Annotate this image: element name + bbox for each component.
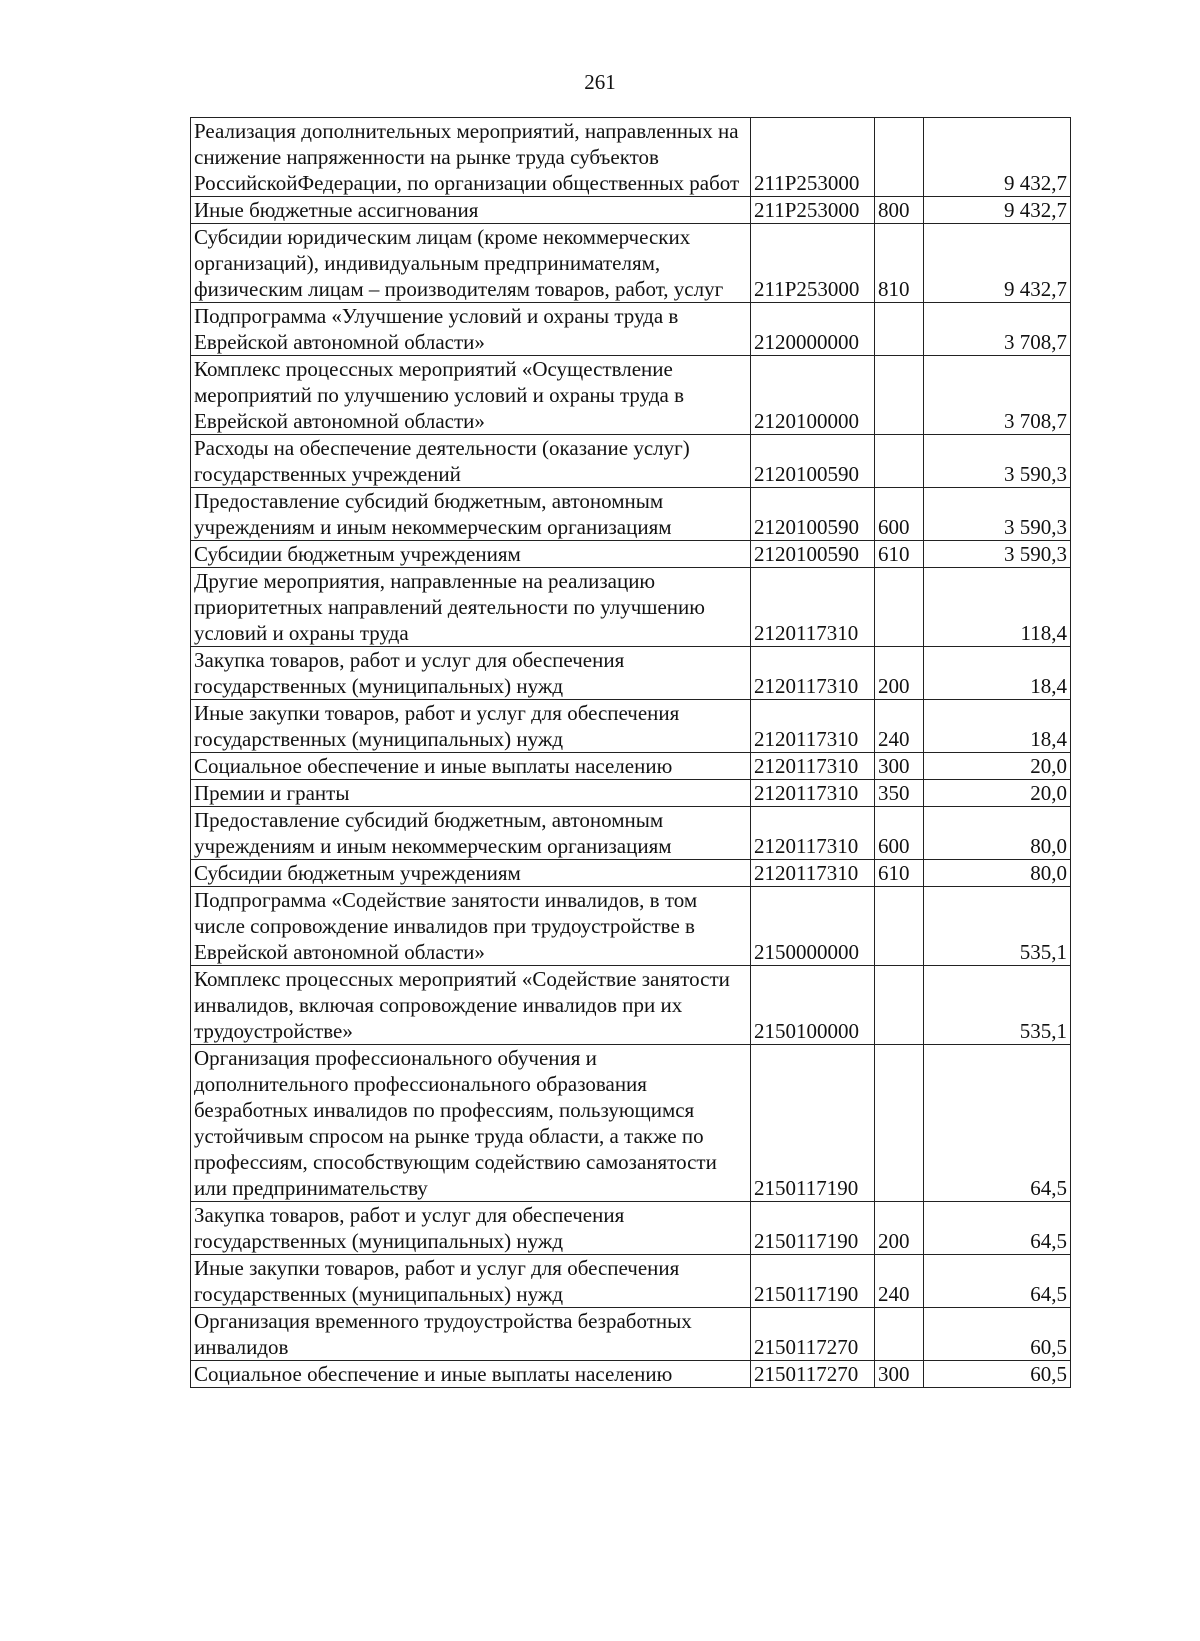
table-row <box>191 303 1071 356</box>
target-code-cell: 2120117310 <box>751 860 875 887</box>
amount-cell: 118,4 <box>924 568 1071 647</box>
table-row <box>191 780 1071 807</box>
amount-cell: 80,0 <box>924 807 1071 860</box>
amount-cell: 18,4 <box>924 700 1071 753</box>
expense-type-cell: 200 <box>875 1202 924 1255</box>
target-code-cell: 2150117270 <box>751 1308 875 1361</box>
expense-type-cell: 810 <box>875 224 924 303</box>
target-code-cell: 2150117270 <box>751 1361 875 1388</box>
table-row <box>191 1255 1071 1308</box>
table-row <box>191 860 1071 887</box>
item-name-cell: Социальное обеспечение и иные выплаты населению <box>191 1361 751 1388</box>
item-name-cell: Иные закупки товаров, работ и услуг для обеспечения государственных (муниципальных) нужд <box>191 700 751 753</box>
item-name-cell: Субсидии бюджетным учреждениям <box>191 860 751 887</box>
item-name-cell: Предоставление субсидий бюджетным, автономным учреждениям и иным некоммерческим организациям <box>191 488 751 541</box>
expense-type-cell: 610 <box>875 541 924 568</box>
table-row <box>191 435 1071 488</box>
table-row <box>191 224 1071 303</box>
item-name-cell: Иные бюджетные ассигнования <box>191 197 751 224</box>
target-code-cell: 2120100590 <box>751 435 875 488</box>
expense-type-cell <box>875 356 924 435</box>
expense-type-cell <box>875 568 924 647</box>
amount-cell: 60,5 <box>924 1361 1071 1388</box>
expense-type-cell: 300 <box>875 753 924 780</box>
target-code-cell: 211P253000 <box>751 224 875 303</box>
item-name-cell: Комплекс процессных мероприятий «Содействие занятости инвалидов, включая сопровождение инвалидов при их трудоустройстве» <box>191 966 751 1045</box>
item-name-cell: Субсидии юридическим лицам (кроме некоммерческих организаций), индивидуальным предпринимателям, физическим лицам – производителям товаров, работ, услуг <box>191 224 751 303</box>
amount-cell: 3 590,3 <box>924 488 1071 541</box>
amount-cell: 9 432,7 <box>924 224 1071 303</box>
target-code-cell: 2150117190 <box>751 1045 875 1202</box>
expense-type-cell: 600 <box>875 807 924 860</box>
table-row <box>191 1202 1071 1255</box>
amount-cell: 64,5 <box>924 1255 1071 1308</box>
item-name-cell: Расходы на обеспечение деятельности (оказание услуг) государственных учреждений <box>191 435 751 488</box>
item-name-cell: Субсидии бюджетным учреждениям <box>191 541 751 568</box>
expense-type-cell: 600 <box>875 488 924 541</box>
table-row <box>191 647 1071 700</box>
item-name-cell: Социальное обеспечение и иные выплаты населению <box>191 753 751 780</box>
amount-cell: 535,1 <box>924 966 1071 1045</box>
target-code-cell: 2120117310 <box>751 700 875 753</box>
expense-type-cell: 300 <box>875 1361 924 1388</box>
amount-cell: 3 590,3 <box>924 435 1071 488</box>
target-code-cell: 2150100000 <box>751 966 875 1045</box>
table-row <box>191 488 1071 541</box>
item-name-cell: Закупка товаров, работ и услуг для обеспечения государственных (муниципальных) нужд <box>191 647 751 700</box>
table-row <box>191 966 1071 1045</box>
target-code-cell: 2150117190 <box>751 1255 875 1308</box>
amount-cell: 3 708,7 <box>924 303 1071 356</box>
item-name-cell: Организация профессионального обучения и дополнительного профессионального образования безработных инвалидов по профессиям, пользующимся устойчивым спросом на рынке труда области, а также по профессиям, способствующим содействию самозанятости или предпринимательству <box>191 1045 751 1202</box>
table-row <box>191 356 1071 435</box>
item-name-cell: Реализация дополнительных мероприятий, направленных на снижение напряженности на рынке труда субъектов РоссийскойФедерации, по организации общественных работ <box>191 118 751 197</box>
target-code-cell: 211P253000 <box>751 197 875 224</box>
amount-cell: 20,0 <box>924 753 1071 780</box>
table-row <box>191 1361 1071 1388</box>
amount-cell: 9 432,7 <box>924 197 1071 224</box>
expense-type-cell <box>875 887 924 966</box>
amount-cell: 60,5 <box>924 1308 1071 1361</box>
target-code-cell: 2120100590 <box>751 488 875 541</box>
target-code-cell: 211P253000 <box>751 118 875 197</box>
expense-type-cell: 240 <box>875 700 924 753</box>
amount-cell: 64,5 <box>924 1202 1071 1255</box>
item-name-cell: Подпрограмма «Содействие занятости инвалидов, в том числе сопровождение инвалидов при трудоустройстве в Еврейской автономной области» <box>191 887 751 966</box>
amount-cell: 9 432,7 <box>924 118 1071 197</box>
expense-type-cell: 800 <box>875 197 924 224</box>
expense-type-cell <box>875 1308 924 1361</box>
item-name-cell: Подпрограмма «Улучшение условий и охраны труда в Еврейской автономной области» <box>191 303 751 356</box>
table-row <box>191 541 1071 568</box>
budget-table-body <box>191 118 1071 1388</box>
target-code-cell: 2120000000 <box>751 303 875 356</box>
expense-type-cell <box>875 303 924 356</box>
expense-type-cell <box>875 435 924 488</box>
item-name-cell: Другие мероприятия, направленные на реализацию приоритетных направлений деятельности по улучшению условий и охраны труда <box>191 568 751 647</box>
target-code-cell: 2150000000 <box>751 887 875 966</box>
expense-type-cell: 350 <box>875 780 924 807</box>
target-code-cell: 2120117310 <box>751 647 875 700</box>
amount-cell: 3 708,7 <box>924 356 1071 435</box>
item-name-cell: Организация временного трудоустройства безработных инвалидов <box>191 1308 751 1361</box>
expense-type-cell <box>875 1045 924 1202</box>
item-name-cell: Иные закупки товаров, работ и услуг для обеспечения государственных (муниципальных) нужд <box>191 1255 751 1308</box>
item-name-cell: Комплекс процессных мероприятий «Осуществление мероприятий по улучшению условий и охраны труда в Еврейской автономной области» <box>191 356 751 435</box>
amount-cell: 3 590,3 <box>924 541 1071 568</box>
target-code-cell: 2120117310 <box>751 568 875 647</box>
budget-table <box>190 117 1071 1388</box>
amount-cell: 18,4 <box>924 647 1071 700</box>
expense-type-cell <box>875 118 924 197</box>
amount-cell: 535,1 <box>924 887 1071 966</box>
table-row <box>191 568 1071 647</box>
expense-type-cell <box>875 966 924 1045</box>
item-name-cell: Премии и гранты <box>191 780 751 807</box>
amount-cell: 20,0 <box>924 780 1071 807</box>
item-name-cell: Предоставление субсидий бюджетным, автономным учреждениям и иным некоммерческим организациям <box>191 807 751 860</box>
target-code-cell: 2120117310 <box>751 780 875 807</box>
expense-type-cell: 200 <box>875 647 924 700</box>
page-number: 261 <box>584 70 616 94</box>
amount-cell: 80,0 <box>924 860 1071 887</box>
expense-type-cell: 610 <box>875 860 924 887</box>
table-row <box>191 700 1071 753</box>
table-row <box>191 1045 1071 1202</box>
table-row <box>191 118 1071 197</box>
target-code-cell: 2120117310 <box>751 807 875 860</box>
expense-type-cell: 240 <box>875 1255 924 1308</box>
target-code-cell: 2120100590 <box>751 541 875 568</box>
target-code-cell: 2150117190 <box>751 1202 875 1255</box>
table-row <box>191 753 1071 780</box>
item-name-cell: Закупка товаров, работ и услуг для обеспечения государственных (муниципальных) нужд <box>191 1202 751 1255</box>
table-row <box>191 807 1071 860</box>
target-code-cell: 2120100000 <box>751 356 875 435</box>
table-row <box>191 887 1071 966</box>
table-row <box>191 1308 1071 1361</box>
table-row <box>191 197 1071 224</box>
target-code-cell: 2120117310 <box>751 753 875 780</box>
amount-cell: 64,5 <box>924 1045 1071 1202</box>
